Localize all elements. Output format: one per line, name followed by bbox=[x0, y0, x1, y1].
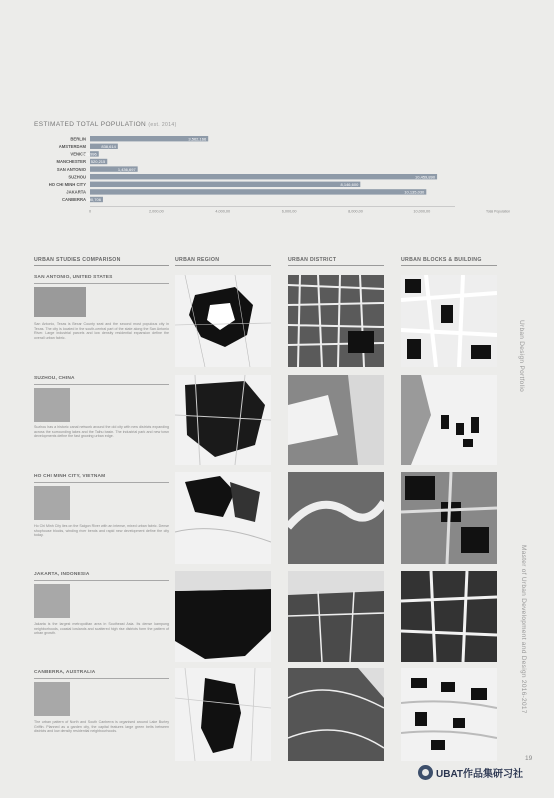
bar bbox=[90, 182, 360, 187]
chart-title: ESTIMATED TOTAL POPULATION (est. 2014) bbox=[34, 121, 177, 128]
urban-region-map bbox=[175, 275, 271, 367]
x-tick-label: 6,000,00 bbox=[281, 209, 297, 214]
bar-category-label: CANBERRA bbox=[62, 197, 86, 203]
urban-region-map bbox=[175, 472, 271, 564]
urban-blocks-map bbox=[401, 375, 497, 465]
x-axis-label: Total Population bbox=[486, 209, 511, 214]
column-rule bbox=[34, 265, 169, 266]
city-title: JAKARTA, INDONESIA bbox=[34, 572, 90, 577]
city-title: CANBERRA, AUSTRALIA bbox=[34, 670, 96, 675]
city-thumbnail bbox=[34, 287, 86, 317]
urban-blocks-map bbox=[401, 275, 497, 367]
urban-district-map bbox=[288, 668, 384, 761]
city-thumbnail bbox=[34, 486, 70, 520]
bar-value-label: 8,146,600 bbox=[340, 182, 359, 187]
column-heading-blocks: URBAN BLOCKS & BUILDING bbox=[401, 257, 482, 263]
bar-value-label: 3,562,166 bbox=[188, 136, 207, 142]
bar-value-label: 838,614 bbox=[101, 144, 116, 149]
urban-region-map bbox=[175, 375, 271, 465]
city-rule bbox=[34, 482, 169, 483]
city-description: Ho Chi Minh City lies on the Saigon River with an intense, mixed urban fabric. Dense shophouse blocks, winding river bends and rapid new development define the city today. bbox=[34, 524, 169, 538]
urban-district-map bbox=[288, 472, 384, 564]
bar-value-label: 390,706 bbox=[86, 197, 101, 203]
urban-region-map bbox=[175, 668, 271, 761]
urban-blocks-map bbox=[401, 571, 497, 662]
watermark bbox=[418, 761, 550, 783]
bar-category-label: AMSTERDAM bbox=[58, 144, 86, 149]
city-description: Suzhou has a historic canal network around the old city with new districts expanding across the surrounding lakes and the Taihu basin. The industrial park and new town developments define the fast growing urban edge. bbox=[34, 425, 169, 439]
bar-category-label: SUZHOU bbox=[68, 174, 86, 180]
column-rule bbox=[288, 265, 384, 266]
city-title: SAN ANTONIO, UNITED STATES bbox=[34, 275, 113, 280]
column-heading-district: URBAN DISTRICT bbox=[288, 257, 337, 263]
page-number: 19 bbox=[525, 755, 533, 762]
side-caption-top: Urban Design Portfolio bbox=[518, 320, 525, 392]
urban-blocks-map bbox=[401, 668, 497, 761]
column-rule bbox=[401, 265, 497, 266]
urban-district-map bbox=[288, 275, 384, 367]
city-thumbnail bbox=[34, 682, 70, 716]
column-rule bbox=[175, 265, 271, 266]
bar-category-label: SAN ANTONIO bbox=[56, 166, 86, 172]
bar-value-label: 263,996 bbox=[82, 151, 97, 157]
bar-category-label: MANCHESTER bbox=[56, 159, 86, 165]
city-title: SUZHOU, CHINA bbox=[34, 376, 75, 381]
city-rule bbox=[34, 283, 169, 284]
side-caption-bottom: Master of Urban Development and Design 2016-2017 bbox=[520, 545, 527, 714]
urban-region-map bbox=[175, 571, 271, 662]
wechat-icon bbox=[418, 765, 433, 780]
urban-blocks-map bbox=[401, 472, 497, 564]
city-description: San Antonio, Texas is Bexar County seat and the second most populous city in Texas. The city is located in the south-central part of the state along the San Antonio River. Large industrial parcels and low density residential expansion define the overall urban fabric. bbox=[34, 322, 169, 340]
city-rule bbox=[34, 580, 169, 581]
bar-category-label: HO CHI MINH CITY bbox=[48, 182, 86, 187]
city-title: HO CHI MINH CITY, VIETNAM bbox=[34, 474, 106, 479]
urban-district-map bbox=[288, 571, 384, 662]
city-rule bbox=[34, 384, 169, 385]
bar bbox=[90, 174, 437, 179]
city-rule bbox=[34, 678, 169, 679]
bar-value-label: 10,459,890 bbox=[415, 174, 436, 180]
bar-value-label: 10,135,030 bbox=[404, 189, 425, 195]
bar-value-label: 520,215 bbox=[90, 159, 106, 165]
x-tick-label: 2,000,00 bbox=[148, 209, 164, 214]
city-description: The urban pattern of North and South Canberra is organised around Lake Burley Griffin. Planned as a garden city, the capital features large green belts between districts and low density residential neighbourhoods. bbox=[34, 720, 169, 734]
x-tick-label: 10,000,00 bbox=[413, 209, 431, 214]
population-bar-chart bbox=[0, 130, 554, 225]
x-tick-label: 8,000,00 bbox=[348, 209, 363, 214]
watermark-text: UBAT作品集研习社 bbox=[436, 768, 524, 780]
city-description: Jakarta is the largest metropolitan area in Southeast Asia. Its dense kampung neighborhoods, coastal lowlands and scattered high rise districts form the pattern of urban growth. bbox=[34, 622, 169, 636]
x-tick-label: 0 bbox=[88, 209, 92, 214]
urban-district-map bbox=[288, 375, 384, 465]
bar-category-label: JAKARTA bbox=[66, 189, 86, 195]
bar bbox=[90, 189, 426, 194]
bar-category-label: VENICE bbox=[70, 151, 86, 157]
x-tick-label: 4,000,00 bbox=[215, 209, 231, 214]
bar-category-label: BERLIN bbox=[70, 136, 86, 142]
column-heading-region: URBAN REGION bbox=[175, 257, 220, 263]
column-heading-studies: URBAN STUDIES COMPARISON bbox=[34, 257, 121, 263]
city-thumbnail bbox=[34, 584, 70, 618]
city-thumbnail bbox=[34, 388, 70, 422]
bar-value-label: 1,436,697 bbox=[117, 166, 136, 172]
